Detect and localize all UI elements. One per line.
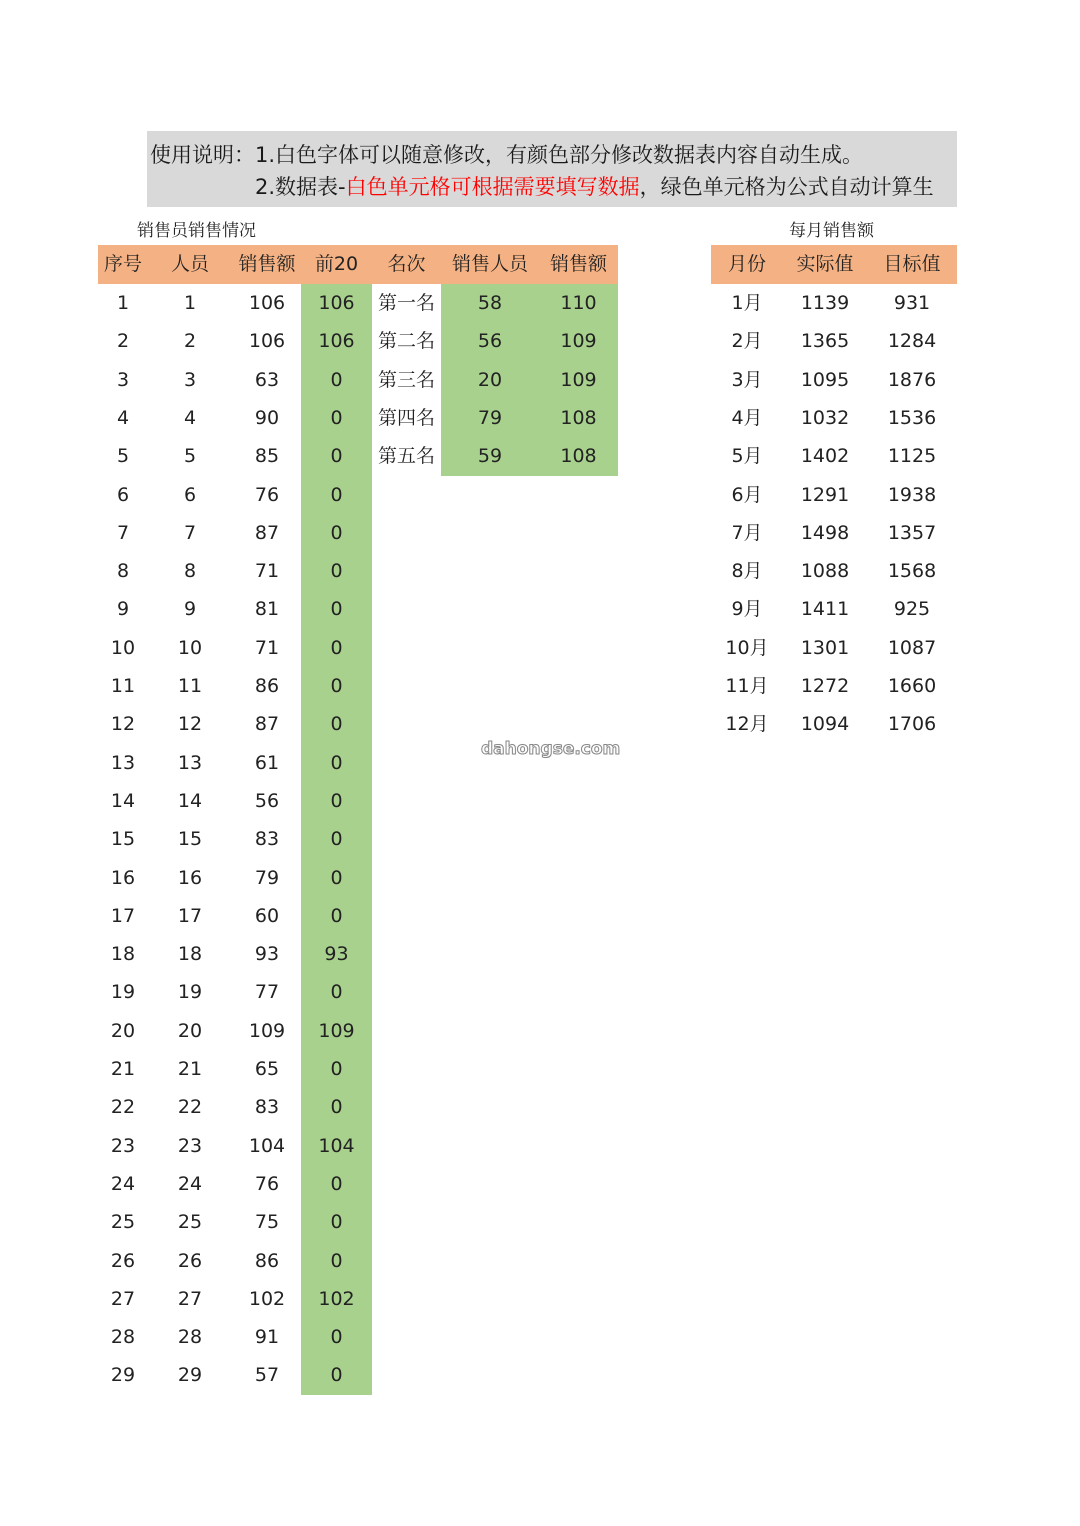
top20-cell: 0 bbox=[330, 981, 343, 1004]
person-cell: 3 bbox=[183, 368, 197, 391]
sales-cell: 87 bbox=[254, 521, 280, 544]
top20-cell: 106 bbox=[318, 292, 355, 314]
index-cell: 27 bbox=[110, 1287, 136, 1310]
watermark: dahongse.com bbox=[481, 739, 621, 759]
actual-cell: 1095 bbox=[800, 368, 850, 391]
rank-sales-cell: 109 bbox=[560, 368, 597, 391]
top20-cell: 0 bbox=[330, 1364, 343, 1387]
index-cell: 16 bbox=[110, 866, 136, 889]
col-header-index: 序号 bbox=[103, 253, 142, 275]
index-cell: 22 bbox=[110, 1096, 136, 1119]
index-cell: 2 bbox=[116, 330, 130, 353]
month-cell: 9月 bbox=[731, 598, 763, 621]
salesperson-cell: 79 bbox=[477, 406, 503, 429]
person-cell: 11 bbox=[177, 675, 203, 697]
top20-cell: 0 bbox=[330, 789, 343, 812]
top20-cell: 0 bbox=[330, 1326, 343, 1349]
month-cell: 8月 bbox=[731, 560, 763, 583]
person-cell: 26 bbox=[177, 1249, 203, 1272]
sales-cell: 102 bbox=[248, 1287, 286, 1310]
top20-cell: 0 bbox=[330, 1096, 343, 1119]
month-cell: 5月 bbox=[731, 445, 763, 468]
top20-cell: 0 bbox=[330, 368, 343, 391]
index-cell: 8 bbox=[116, 560, 130, 583]
person-cell: 9 bbox=[183, 598, 197, 621]
actual-cell: 1402 bbox=[800, 445, 850, 468]
person-cell: 5 bbox=[183, 445, 197, 468]
person-cell: 15 bbox=[177, 828, 203, 851]
sales-cell: 77 bbox=[254, 981, 280, 1004]
top20-cell: 0 bbox=[330, 1249, 343, 1272]
index-cell: 15 bbox=[110, 828, 136, 851]
person-cell: 14 bbox=[177, 789, 203, 812]
index-cell: 17 bbox=[110, 904, 136, 927]
month-cell: 2月 bbox=[731, 330, 763, 353]
index-cell: 12 bbox=[110, 713, 136, 736]
index-cell: 11 bbox=[110, 675, 136, 697]
month-cell: 3月 bbox=[731, 368, 763, 391]
person-cell: 22 bbox=[177, 1096, 203, 1119]
sales-cell: 90 bbox=[254, 406, 280, 429]
person-cell: 1 bbox=[183, 292, 197, 314]
monthly-section-title: 每月销售额 bbox=[789, 221, 874, 241]
target-cell: 1284 bbox=[887, 330, 937, 353]
instructions-banner bbox=[147, 131, 957, 207]
salesperson-cell: 58 bbox=[477, 292, 503, 314]
person-cell: 21 bbox=[177, 1058, 203, 1080]
index-cell: 20 bbox=[110, 1019, 136, 1042]
top20-cell: 0 bbox=[330, 751, 343, 774]
rank-sales-cell: 109 bbox=[560, 330, 597, 353]
actual-cell: 1272 bbox=[800, 675, 850, 697]
target-cell: 1706 bbox=[887, 713, 937, 736]
salesperson-cell: 59 bbox=[477, 445, 503, 468]
sales-cell: 86 bbox=[254, 675, 280, 697]
sales-cell: 106 bbox=[248, 292, 286, 314]
month-cell: 7月 bbox=[731, 521, 763, 544]
sales-cell: 83 bbox=[254, 828, 280, 851]
index-cell: 14 bbox=[110, 789, 136, 812]
col-header-target: 目标值 bbox=[883, 253, 941, 275]
index-cell: 23 bbox=[110, 1134, 136, 1157]
col-header-month: 月份 bbox=[727, 253, 766, 275]
sales-cell: 63 bbox=[254, 368, 280, 391]
top20-cell: 106 bbox=[318, 330, 355, 353]
actual-cell: 1139 bbox=[800, 292, 850, 314]
rank-cell: 第二名 bbox=[377, 330, 435, 353]
col-header-rank-sales: 销售额 bbox=[549, 253, 607, 275]
rank-sales-cell: 108 bbox=[560, 445, 597, 468]
index-cell: 21 bbox=[110, 1058, 136, 1080]
person-cell: 2 bbox=[183, 330, 197, 353]
person-cell: 8 bbox=[183, 560, 197, 583]
col-header-salesperson: 销售人员 bbox=[451, 253, 528, 275]
sales-cell: 65 bbox=[254, 1058, 280, 1080]
salesperson-cell: 20 bbox=[477, 368, 503, 391]
target-cell: 1938 bbox=[887, 483, 937, 506]
rank-sales-cell: 108 bbox=[560, 406, 597, 429]
top20-cell: 0 bbox=[330, 445, 343, 468]
sales-cell: 91 bbox=[254, 1326, 280, 1349]
index-cell: 29 bbox=[110, 1364, 136, 1387]
instructions-line-1: 使用说明：1.白色字体可以随意修改，有颜色部分修改数据表内容自动生成。 bbox=[150, 143, 864, 167]
col-header-rank: 名次 bbox=[387, 253, 426, 275]
person-cell: 23 bbox=[177, 1134, 203, 1157]
target-cell: 1536 bbox=[887, 406, 937, 429]
month-cell: 4月 bbox=[731, 406, 763, 429]
sales-cell: 60 bbox=[254, 904, 280, 927]
sales-cell: 106 bbox=[248, 330, 286, 353]
index-cell: 9 bbox=[116, 598, 130, 621]
sales-cell: 76 bbox=[254, 1172, 280, 1195]
actual-cell: 1291 bbox=[800, 483, 850, 506]
index-cell: 26 bbox=[110, 1249, 136, 1272]
sales-cell: 104 bbox=[248, 1134, 286, 1157]
instructions-line-2 bbox=[255, 171, 934, 201]
index-cell: 24 bbox=[110, 1172, 136, 1195]
person-cell: 24 bbox=[177, 1172, 203, 1195]
col-header-person: 人员 bbox=[170, 253, 209, 275]
sales-cell: 86 bbox=[254, 1249, 280, 1272]
person-cell: 13 bbox=[177, 751, 203, 774]
person-cell: 17 bbox=[177, 904, 203, 927]
target-cell: 925 bbox=[893, 598, 931, 621]
month-cell: 1月 bbox=[731, 292, 763, 314]
person-cell: 16 bbox=[177, 866, 203, 889]
rank-cell: 第五名 bbox=[377, 445, 435, 468]
actual-cell: 1498 bbox=[800, 521, 850, 544]
actual-cell: 1365 bbox=[800, 330, 850, 353]
index-cell: 18 bbox=[110, 943, 136, 966]
top20-cell: 0 bbox=[330, 866, 343, 889]
sales-cell: 81 bbox=[254, 598, 280, 621]
col-header-sales: 销售额 bbox=[238, 253, 296, 275]
sales-cell: 93 bbox=[254, 943, 280, 966]
sales-cell: 61 bbox=[254, 751, 280, 774]
rank-cell: 第三名 bbox=[377, 368, 435, 391]
top20-cell: 0 bbox=[330, 828, 343, 851]
person-cell: 25 bbox=[177, 1211, 203, 1234]
sales-cell: 76 bbox=[254, 483, 280, 506]
instructions-line-2-suffix: ，绿色单元格为公式自动计算生 bbox=[639, 175, 934, 199]
person-cell: 18 bbox=[177, 943, 203, 966]
index-cell: 7 bbox=[116, 521, 130, 544]
salesperson-cell: 56 bbox=[477, 330, 503, 353]
top20-cell: 0 bbox=[330, 483, 343, 506]
top20-cell: 109 bbox=[318, 1019, 355, 1042]
target-cell: 1357 bbox=[887, 521, 937, 544]
month-cell: 10月 bbox=[725, 636, 769, 659]
sales-cell: 75 bbox=[254, 1211, 280, 1234]
target-cell: 931 bbox=[893, 292, 931, 314]
person-cell: 29 bbox=[177, 1364, 203, 1387]
actual-cell: 1094 bbox=[800, 713, 850, 736]
actual-cell: 1088 bbox=[800, 560, 850, 583]
index-cell: 28 bbox=[110, 1326, 136, 1349]
target-cell: 1568 bbox=[887, 560, 937, 583]
instructions-line-2-highlight: 白色单元格可根据需要填写数据 bbox=[345, 175, 640, 199]
sales-section-title: 销售员销售情况 bbox=[137, 221, 256, 241]
top20-cell: 0 bbox=[330, 1058, 343, 1080]
index-cell: 19 bbox=[110, 981, 136, 1004]
col-header-actual: 实际值 bbox=[796, 253, 854, 275]
top20-cell: 0 bbox=[330, 675, 343, 697]
top20-cell: 0 bbox=[330, 560, 343, 583]
index-cell: 13 bbox=[110, 751, 136, 774]
sales-cell: 71 bbox=[254, 636, 280, 659]
actual-cell: 1411 bbox=[800, 598, 850, 621]
target-cell: 1087 bbox=[887, 636, 937, 659]
top20-cell: 102 bbox=[318, 1287, 355, 1310]
index-cell: 3 bbox=[116, 368, 130, 391]
index-cell: 1 bbox=[116, 292, 130, 314]
top20-cell: 0 bbox=[330, 1211, 343, 1234]
person-cell: 6 bbox=[183, 483, 197, 506]
actual-cell: 1301 bbox=[800, 636, 850, 659]
person-cell: 19 bbox=[177, 981, 203, 1004]
person-cell: 12 bbox=[177, 713, 203, 736]
rank-sales-cell: 110 bbox=[560, 292, 597, 314]
top20-cell: 0 bbox=[330, 904, 343, 927]
sales-cell: 57 bbox=[254, 1364, 280, 1387]
top20-cell: 104 bbox=[318, 1134, 355, 1157]
top20-cell: 0 bbox=[330, 406, 343, 429]
top20-cell: 0 bbox=[330, 636, 343, 659]
month-cell: 11月 bbox=[725, 675, 769, 697]
top20-cell: 0 bbox=[330, 598, 343, 621]
sales-cell: 85 bbox=[254, 445, 280, 468]
person-cell: 4 bbox=[183, 406, 197, 429]
sales-cell: 56 bbox=[254, 789, 280, 812]
actual-cell: 1032 bbox=[800, 406, 850, 429]
person-cell: 7 bbox=[183, 521, 197, 544]
rank-cell: 第一名 bbox=[377, 292, 435, 314]
target-cell: 1125 bbox=[887, 445, 937, 468]
month-cell: 12月 bbox=[725, 713, 769, 736]
top20-cell: 93 bbox=[324, 943, 349, 966]
col-header-top20: 前20 bbox=[314, 253, 359, 275]
person-cell: 10 bbox=[177, 636, 203, 659]
index-cell: 25 bbox=[110, 1211, 136, 1234]
target-cell: 1660 bbox=[887, 675, 937, 697]
top20-cell: 0 bbox=[330, 521, 343, 544]
month-cell: 6月 bbox=[731, 483, 763, 506]
target-cell: 1876 bbox=[887, 368, 937, 391]
sales-cell: 83 bbox=[254, 1096, 280, 1119]
index-cell: 5 bbox=[116, 445, 130, 468]
sales-cell: 79 bbox=[254, 866, 280, 889]
index-cell: 10 bbox=[110, 636, 136, 659]
top20-cell: 0 bbox=[330, 713, 343, 736]
sales-cell: 87 bbox=[254, 713, 280, 736]
rank-cell: 第四名 bbox=[377, 406, 435, 429]
index-cell: 4 bbox=[116, 406, 130, 429]
person-cell: 28 bbox=[177, 1326, 203, 1349]
person-cell: 20 bbox=[177, 1019, 203, 1042]
index-cell: 6 bbox=[116, 483, 130, 506]
person-cell: 27 bbox=[177, 1287, 203, 1310]
sales-cell: 109 bbox=[248, 1019, 286, 1042]
sales-cell: 71 bbox=[254, 560, 280, 583]
top20-cell: 0 bbox=[330, 1172, 343, 1195]
instructions-line-2-prefix: 2.数据表- bbox=[255, 175, 346, 199]
